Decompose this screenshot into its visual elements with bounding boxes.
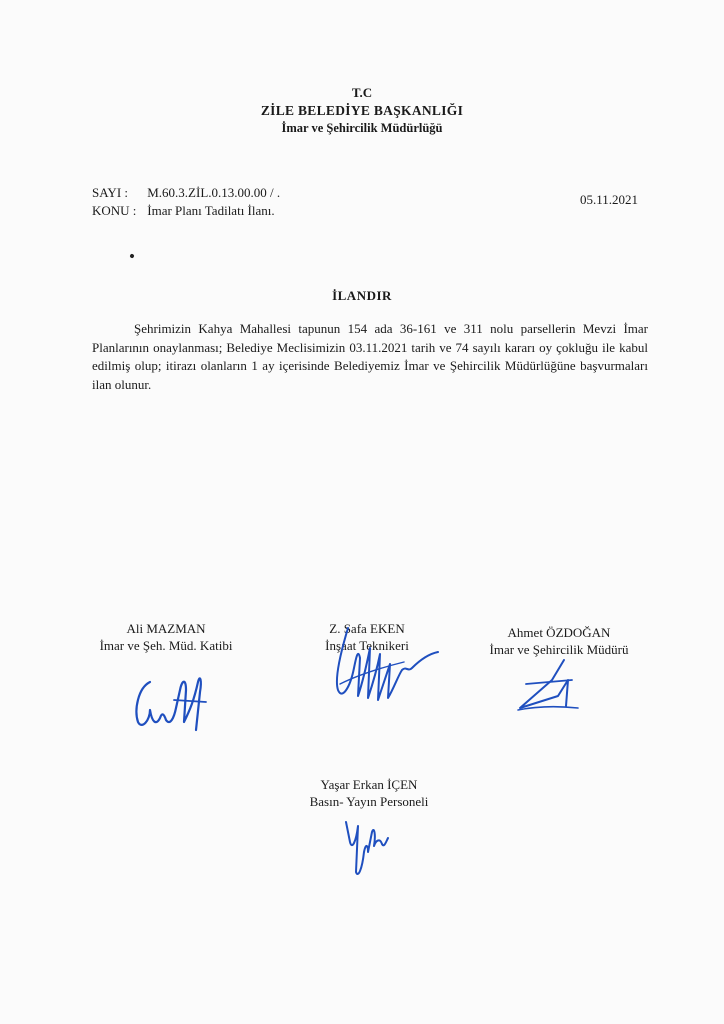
signature-yasar-erkan-icen (336, 812, 396, 882)
konu-value: İmar Planı Tadilatı İlanı. (147, 203, 275, 218)
signatory-role: İnşaat Teknikeri (325, 638, 409, 653)
stray-ink-mark (129, 253, 134, 258)
signature-ali-mazman (120, 660, 220, 735)
sayi-label: SAYI : (92, 185, 129, 200)
signatory-name: Ali MAZMAN (126, 621, 206, 636)
signatory-name: Yaşar Erkan İÇEN (320, 777, 418, 792)
signatory-role: İmar ve Şehircilik Müdürü (489, 642, 629, 657)
signature-safa-eken (312, 618, 442, 718)
header-tc: T.C (351, 85, 373, 100)
signatory-role: İmar ve Şeh. Müd. Katibi (99, 638, 233, 653)
header-organization: ZİLE BELEDİYE BAŞKANLIĞI (260, 103, 464, 118)
document-date: 05.11.2021 (580, 192, 639, 207)
konu-label: KONU : (92, 203, 137, 218)
konu-row (92, 203, 275, 219)
signatory-block-1 (82, 620, 250, 654)
header-department: İmar ve Şehircilik Müdürlüğü (281, 121, 443, 135)
signatory-role: Basın- Yayın Personeli (309, 794, 429, 809)
signatory-name: Ahmet ÖZDOĞAN (507, 625, 611, 640)
signatory-block-3 (470, 624, 648, 658)
notice-title: İLANDIR (332, 288, 392, 303)
sayi-row (92, 185, 280, 201)
signature-ahmet-ozdogan (508, 656, 588, 716)
signatory-block-4 (284, 776, 454, 810)
signatory-name: Z. Safa EKEN (329, 621, 405, 636)
sayi-value: M.60.3.ZİL.0.13.00.00 / . (147, 185, 281, 200)
notice-body: Şehrimizin Kahya Mahallesi tapunun 154 ada 36-161 ve 311 nolu parsellerin Mevzi İmar Planlarının onaylanması; Belediye Meclisimizin 03.11.2021 tarih ve 74 sayılı kararı oy çokluğu ile kabul edilmiş olup; itirazı olanların 1 ay içerisinde Belediyemiz İmar ve Şehircilik Müdürlüğüne başvurmaları ilan olunur. (92, 321, 648, 392)
